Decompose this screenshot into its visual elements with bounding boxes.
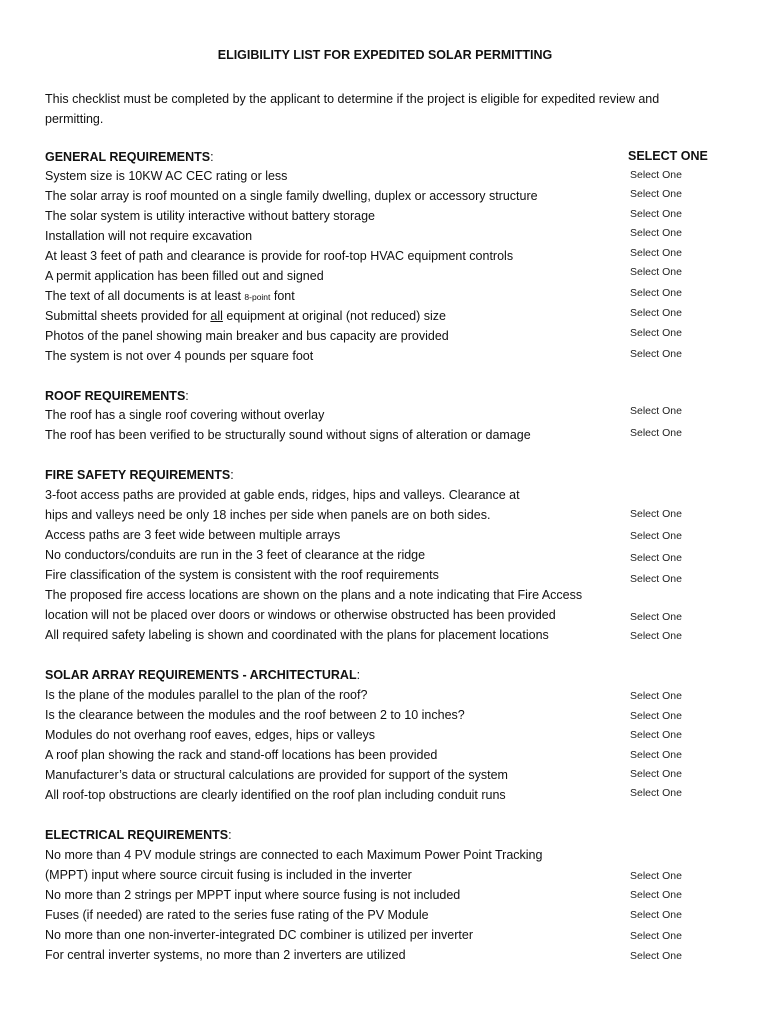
select-one-dropdown[interactable]: Select One: [630, 247, 682, 259]
select-one-dropdown[interactable]: Select One: [630, 508, 682, 520]
select-one-dropdown[interactable]: Select One: [630, 787, 682, 799]
select-one-dropdown[interactable]: Select One: [630, 768, 682, 780]
requirement-item: Manufacturer’s data or structural calculations are provided for support of the system: [45, 768, 508, 782]
select-one-dropdown[interactable]: Select One: [630, 287, 682, 299]
requirement-item: All roof-top obstructions are clearly identified on the roof plan including conduit runs: [45, 788, 506, 802]
section-heading-fire-safety: FIRE SAFETY REQUIREMENTS:: [45, 468, 234, 482]
requirement-item: The roof has been verified to be structurally sound without signs of alteration or damage: [45, 428, 531, 442]
requirement-item: location will not be placed over doors or windows or otherwise obstructed has been provided: [45, 608, 556, 622]
select-one-dropdown[interactable]: Select One: [630, 909, 682, 921]
requirement-item: A permit application has been filled out and signed: [45, 269, 324, 283]
section-heading-roof: ROOF REQUIREMENTS:: [45, 389, 189, 403]
select-one-dropdown[interactable]: Select One: [630, 307, 682, 319]
requirement-item: Access paths are 3 feet wide between multiple arrays: [45, 528, 341, 542]
requirement-item: The text of all documents is at least 8-point font: [45, 289, 295, 303]
requirement-item: No more than one non-inverter-integrated DC combiner is utilized per inverter: [45, 928, 473, 942]
select-one-dropdown[interactable]: Select One: [630, 690, 682, 702]
requirement-item: 3-foot access paths are provided at gable ends, ridges, hips and valleys. Clearance at: [45, 488, 520, 502]
select-one-dropdown[interactable]: Select One: [630, 405, 682, 417]
requirement-item: The roof has a single roof covering without overlay: [45, 408, 325, 422]
requirement-item: For central inverter systems, no more than 2 inverters are utilized: [45, 948, 406, 962]
requirement-item: Photos of the panel showing main breaker and bus capacity are provided: [45, 329, 449, 343]
select-one-dropdown[interactable]: Select One: [630, 573, 682, 585]
select-one-dropdown[interactable]: Select One: [630, 729, 682, 741]
select-one-dropdown[interactable]: Select One: [630, 327, 682, 339]
requirement-item: At least 3 feet of path and clearance is provide for roof-top HVAC equipment controls: [45, 249, 514, 263]
select-one-dropdown[interactable]: Select One: [630, 348, 682, 360]
requirement-item: Modules do not overhang roof eaves, edges, hips or valleys: [45, 728, 376, 742]
requirement-item: No more than 2 strings per MPPT input where source fusing is not included: [45, 888, 461, 902]
requirement-item: No conductors/conduits are run in the 3 feet of clearance at the ridge: [45, 548, 426, 562]
requirement-item: The proposed fire access locations are shown on the plans and a note indicating that Fire Access: [45, 588, 583, 602]
select-one-dropdown[interactable]: Select One: [630, 950, 682, 962]
document-title: ELIGIBILITY LIST FOR EXPEDITED SOLAR PERMITTING: [217, 48, 553, 62]
select-one-dropdown[interactable]: Select One: [630, 710, 682, 722]
select-one-dropdown[interactable]: Select One: [630, 227, 682, 239]
requirement-item: A roof plan showing the rack and stand-off locations has been provided: [45, 748, 438, 762]
select-one-dropdown[interactable]: Select One: [630, 889, 682, 901]
requirement-item: Is the clearance between the modules and the roof between 2 to 10 inches?: [45, 708, 465, 722]
requirement-item: The solar array is roof mounted on a single family dwelling, duplex or accessory structure: [45, 189, 538, 203]
requirement-item: The solar system is utility interactive without battery storage: [45, 209, 375, 223]
select-one-dropdown[interactable]: Select One: [630, 208, 682, 220]
requirement-item: Submittal sheets provided for all equipment at original (not reduced) size: [45, 309, 446, 323]
select-one-dropdown[interactable]: Select One: [630, 630, 682, 642]
select-one-dropdown[interactable]: Select One: [630, 169, 682, 181]
requirement-item: (MPPT) input where source circuit fusing is included in the inverter: [45, 868, 412, 882]
requirement-item: All required safety labeling is shown and coordinated with the plans for placement locations: [45, 628, 549, 642]
requirement-item: Is the plane of the modules parallel to the plan of the roof?: [45, 688, 368, 702]
select-one-dropdown[interactable]: Select One: [630, 749, 682, 761]
select-one-dropdown[interactable]: Select One: [630, 427, 682, 439]
select-column-header: SELECT ONE: [628, 149, 708, 163]
requirement-item: System size is 10KW AC CEC rating or less: [45, 169, 288, 183]
requirement-item: No more than 4 PV module strings are connected to each Maximum Power Point Tracking: [45, 848, 543, 862]
requirement-item: hips and valleys need be only 18 inches per side when panels are on both sides.: [45, 508, 491, 522]
intro-paragraph: This checklist must be completed by the applicant to determine if the project is eligible for expedited review and permitting.: [45, 92, 660, 126]
select-one-dropdown[interactable]: Select One: [630, 530, 682, 542]
select-one-dropdown[interactable]: Select One: [630, 930, 682, 942]
requirement-item: Fire classification of the system is consistent with the roof requirements: [45, 568, 439, 582]
select-one-dropdown[interactable]: Select One: [630, 266, 682, 278]
requirement-item: Installation will not require excavation: [45, 229, 253, 243]
section-heading-general: GENERAL REQUIREMENTS:: [45, 150, 214, 164]
section-heading-solar-array: SOLAR ARRAY REQUIREMENTS - ARCHITECTURAL:: [45, 668, 361, 682]
select-one-dropdown[interactable]: Select One: [630, 611, 682, 623]
section-heading-electrical: ELECTRICAL REQUIREMENTS:: [45, 828, 232, 842]
requirement-item: Fuses (if needed) are rated to the series fuse rating of the PV Module: [45, 908, 429, 922]
select-one-dropdown[interactable]: Select One: [630, 870, 682, 882]
select-one-dropdown[interactable]: Select One: [630, 188, 682, 200]
requirement-item: The system is not over 4 pounds per square foot: [45, 349, 314, 363]
select-one-dropdown[interactable]: Select One: [630, 552, 682, 564]
